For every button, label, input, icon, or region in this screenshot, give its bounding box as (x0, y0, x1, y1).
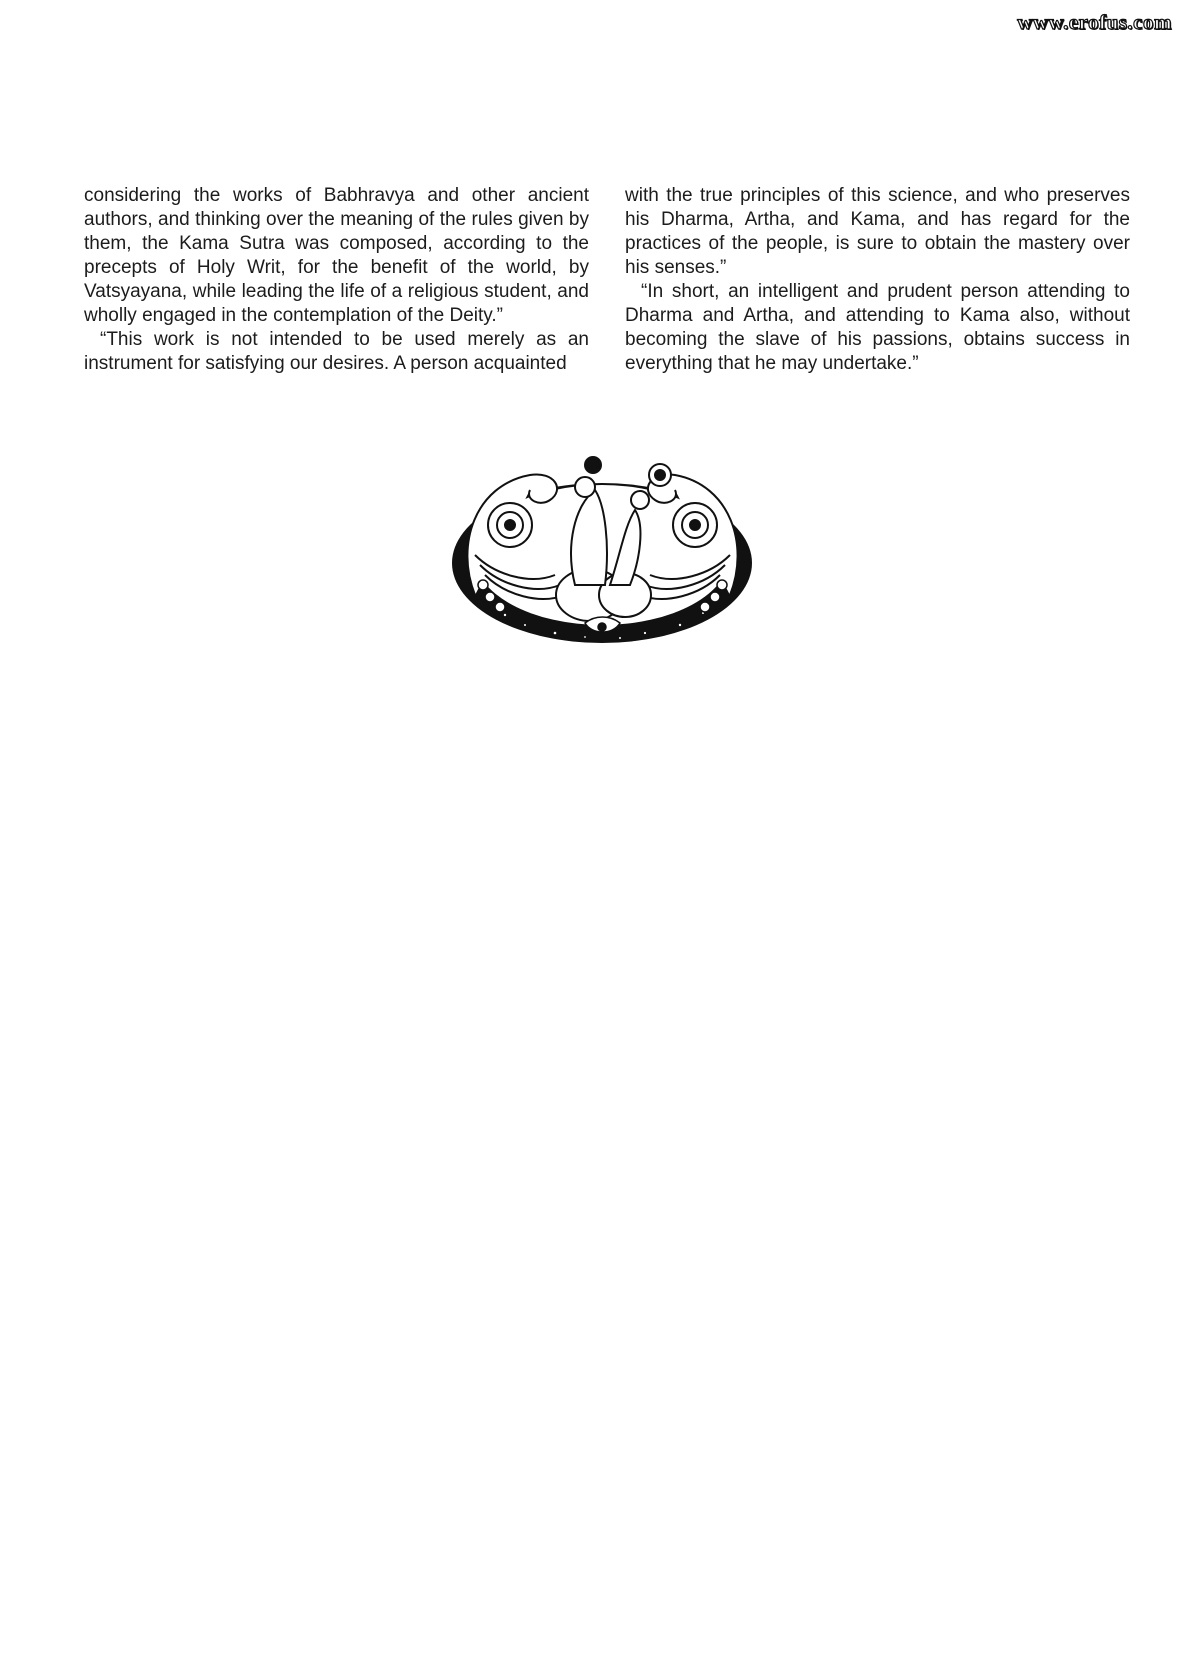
right-paragraph-2: “In short, an intelligent and prudent person attending to Dharma and Artha, and attending to Kama also, without becoming the slave of his passions, obtains success in everything that he may undertake.” (625, 281, 1130, 374)
left-paragraph-1: considering the works of Babhravya and other ancient authors, and thinking over the meaning of the rules given by them, the Kama Sutra was composed, according to the precepts of Holy Writ, for the benefit of the world, by Vatsyayana, while leading the life of a religious student, and wholly engaged in the contemplation of the Deity.” (84, 185, 589, 326)
ornamental-vignette-icon (445, 445, 760, 650)
right-column (625, 184, 1130, 376)
watermark: www.erofus.com (1017, 10, 1172, 34)
text-columns (84, 184, 1130, 376)
left-column (84, 184, 589, 376)
right-paragraph-1: with the true principles of this science, and who preserves his Dharma, Artha, and Kama, and has regard for the practices of the people, is sure to obtain the mastery over his senses.” (625, 185, 1130, 278)
left-paragraph-2: “This work is not intended to be used merely as an instrument for satisfying our desires. A person acquainted (84, 329, 589, 374)
